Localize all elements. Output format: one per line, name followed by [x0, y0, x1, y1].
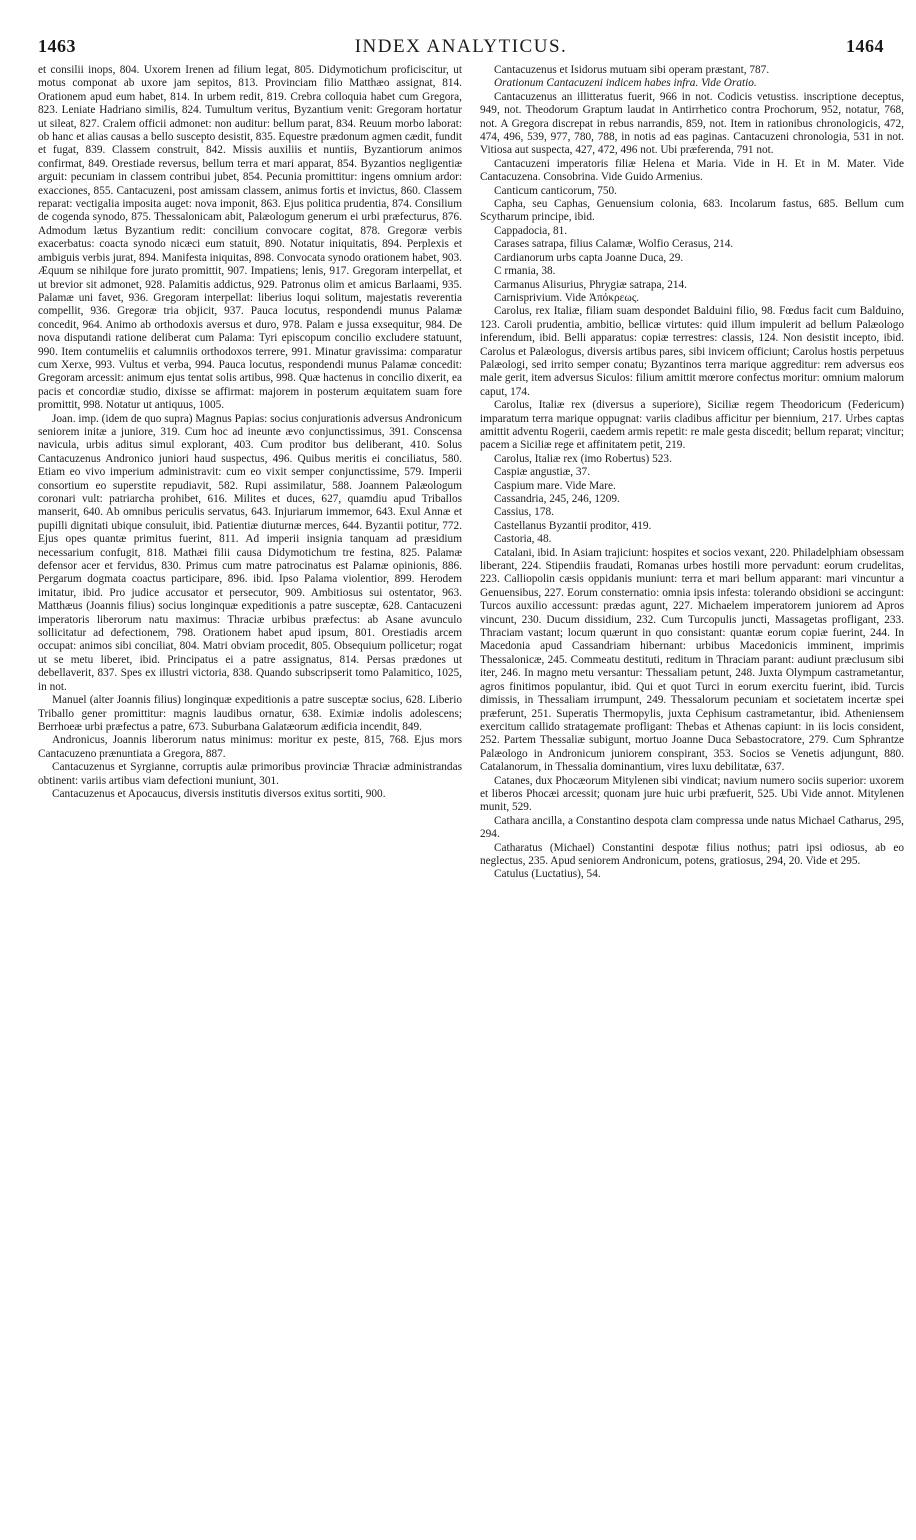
index-entry: Catulus (Luctatius), 54. [494, 868, 601, 881]
index-entry: Caspiæ angustiæ, 37. [494, 466, 591, 479]
index-entry: Carolus, rex Italiæ, filiam suam despondet Balduini filio, 98. Fœdus facit cum Balduino, 123. Caroli prudentia, ambitio, bellicæ virtutes: quid illum impulerit ad bellum Palæologo inferendum, ibid. Belli apparatus: copiæ terrestres: classis, 124. Non desistit incepto, ibid. Carolus et Palæologus, diversis artibus pares, sibi invicem officiunt; Carolus hostis perpetuus Palæologi, sed irrito semper conatu; Byzantinos terra marique aggreditur: rem adversus eos male gerit, item adversus Siculos: filium amittit mœrore confectus moritur: omnium malorum caput, 174. [480, 305, 904, 398]
index-entry: Carases satrapa, filius Calamæ, Wolfio Cerasus, 214. [494, 238, 734, 251]
index-entry: Carolus, Italiæ rex (diversus a superiore), Siciliæ regem Theodoricum (Federicum) imparatum terra marique oppugnat: variis cladibus afficitur per biennium, 217. Urbes captas amittit adventu Rogerii, caedem armis repetit: re male gesta discedit; bellum reparat; vincitur; pacem a Siciliæ rege et affinitatem petit, 219. [480, 399, 904, 452]
index-entry: Carmanus Alisurius, Phrygiæ satrapa, 214. [494, 278, 687, 291]
right-column [480, 64, 904, 1504]
index-entry: Cathara ancilla, a Constantino despota clam compressa unde natus Michael Catharus, 295, 294. [480, 814, 904, 841]
index-entry: Cassandria, 245, 246, 1209. [494, 493, 620, 505]
index-entry: Castellanus Byzantii proditor, 419. [494, 519, 652, 532]
index-entry: Caspium mare. Vide Mare. [494, 479, 616, 492]
index-entry: Orationum Cantacuzeni indicem habes infra. Vide Oratio. [494, 77, 757, 90]
index-entry: Catalani, ibid. In Asiam trajiciunt: hospites et socios vexant, 220. Philadelphiam obsessam liberant, 224. Stipendiis fraudati, Romanas urbes hostili more pervadunt: eorum crudelitas, 223. Calliopolin cæsis oppidanis muniunt: terra et mari bellum apparant: mari vincuntur a Genuensibus, 227. Eorum consternatio: omnia ipsis infesta: tolerando obsidioni se accingunt: Turcos auxilio accessunt: prædas agunt, 227. Michaelem imperatorem juniorem ad Apros vincunt, 230. Ducum dissidium, 232. Cum Turcopulis juncti, Massagetas profligant, 233. Thraciam vastant; locum quærunt in quo consistant: quantæ eorum copiæ fuerint, 244. In Macedonia apud Cassandriam hibernant: urbibus Macedonicis imminent, imprimis Thessalonicæ, 245. Commeatu destituti, reditum in Thraciam parant: audiunt præclusum sibi iter, 246. In magno metu versantur: Thessaliam petunt, 248. Juxta Olympum castrametantur, agros finitimos populantur, ibid. Qui et quot Turci in eorum exercitu fuerint, ibid. Turcis dimissis, in Thessaliam irrumpunt, 249. Thessalorum pecuniam et societatem incertæ spei præferunt, 251. Superatis Thermopylis, juxta Cephisum castrametantur, ibid. Atheniensem exercitum callido stratagemate profligant: Thebas et Athenas capiunt: in iis locis consident, 252. Partem Thessaliæ subigunt, mortuo Joanne Duca Sebastocratore, 279. Cum Sphrantze Palæologo in Andronicum juniorem conspirant, 353. Socios se Venetis adjungunt, 880. Catalanorum, in Thessalia dominantium, vires luxu debilitatæ, 637. [480, 546, 904, 774]
index-entry: Canticum canticorum, 750. [494, 184, 617, 197]
index-entry: Cappadocia, 81. [494, 224, 568, 237]
index-entry: Castoria, 48. [494, 533, 552, 546]
index-entry: Cantacuzenus an illitteratus fuerit, 966 in not. Codicis vetustiss. inscriptione deceptus, 949, not. Theodorum Graptum laudat in Antirrhetico contra Prochorum, 952, notatur, 768, not. A Gregora discrepat in rebus narrandis, 859, not. Item in rationibus chronologicis, 472, 474, 496, 539, 977, 780, 788, in notis ad eas paginas. Cantacuzeni chronologia, 531 in not. Vitiosa aut suspecta, 427, 472, 496 not. Ubi præferenda, 791 not. [480, 90, 904, 157]
index-entry: Cardianorum urbs capta Joanne Duca, 29. [494, 251, 684, 264]
index-entry: Cantacuzenus et Apocaucus, diversis institutis diversos exitus sortiti, 900. [52, 787, 386, 800]
page-number-left: 1463 [38, 36, 76, 56]
index-entry: Catanes, dux Phocæorum Mitylenen sibi vindicat; navium numero sociis superior: uxorem et liberos Phocæi arcessit; quonam jure huic urbi præfuerit, 525. Ubi Vide annot. Mitylenen munit, 529. [480, 774, 904, 814]
left-column [38, 64, 462, 1504]
index-entry: C rmania, 38. [494, 265, 556, 278]
index-entry: Catharatus (Michael) Constantini despotæ filius nothus; patri ipsi odiosus, ab eo neglectus, 235. Apud seniorem Andronicum, potens, gratiosus, 294, 20. Vide et 295. [480, 841, 904, 867]
running-title: INDEX ANALYTICUS. [354, 36, 568, 57]
index-entry: Cantacuzenus et Isidorus mutuam sibi operam præstant, 787. [494, 64, 770, 76]
page-header [38, 36, 884, 60]
index-entry: Carolus, Italiæ rex (imo Robertus) 523. [494, 452, 672, 465]
index-entry: Cantacuzenus et Syrgianne, corruptis aulæ primoribus provinciæ Thraciæ administrandas obtinent: variis artibus viam defectioni muniunt, 301. [38, 761, 462, 787]
page-number-right: 1464 [846, 36, 884, 56]
index-entry: et consilii inops, 804. Uxorem Irenen ad filium legat, 805. Didymotichum proficiscitur, ut motus componat ab uxore jam sepitos, 813. Provinciam filio Matthæo assignat, 814. Orationem apud eum habet, 814. In urbem redit, 819. Crebra colloquia habet cum Gregora, 823. Leniate Hadriano similis, 824. Tumultum veritus, Byzantium venit: Gregoram hortatur ut sileat, 827. Cralem officii admonet: non auditur: bellum parat, 834. Reuum morbo laborat: ob hanc et alias causas a bello suscepto desistit, 835. Equestre prædonum agmen cædit, fundit et fugat, 839. Classem construit, 842. Missis auxiliis et nuntiis, Byzantiorum animos confirmat, 849. Orestiade reversus, bellum terra et mari apparat, 854. Byzantios negligentiæ arguit: pecuniam in classem contribui jubet, 854. Pecunia promittitur: ingens omnium ardor: exacciones, 855. Cantacuzeni, post amissam classem, animus fortis et invictus, 860. Classem reparat: vectigalia imposita auget: nova imponit, 863. Ejus politica prudentia, 874. Consilium de cogenda synodo, 875. Thessalonicam abit, Palæologum generum ei urbi præfecturus, 876. Admodum lætus Byzantium redit: concilium convocare cogitat, 878. Gregoræ verbis exacerbatus: coacta synodo nicæci eum statuit, 890. Notatur iniquitatis, 894. Perplexis et ambiguis verbis jurat, 894. Manifesta iniquitas, 898. Convocata synodo orationem habet, 903. Æquum se nihilque fore jurato promittit, 907. Impatiens; lenis, 917. Gregoram interpellat, et ut brevior sit admonet, 928. Palamitis addictus, 929. Patronus olim et amicus Barlaami, 935. Palamæ uni favet, 936. Gregoram interpellat: liberius loqui solitum, majestatis reverentia compellit, 936. Gregoræ tria objicit, 937. Pauca locutus, respondendi munus Palamæ concedit, 964. Animo ab orthodoxis aversus et duro, 978. Palam e jussa exsequitur, 984. De nova disputandi ratione deliberat cum Palama: Tyri episcopum concilio excludere statuunt, 990. Item contumeliis et calumniis orthodoxos terrere, 991. Minatur gravissima: comparatur cum Xerxe, 993. Vultus et verba, 994. Pauca locutus, respondendi munus Palamæ concedit: Gregoram arcessit: animum ejus tentat solis artibus, 998. Quæ hactenus in concilio dixerit, ea pacis et concordiæ studio, dixisse se affirmat: majorem in posterum æquitatem suam fore promittit, 998. Notatur ut antiquus, 1005. [38, 64, 462, 412]
index-entry: Andronicus, Joannis liberorum natus minimus: moritur ex peste, 815, 768. Ejus mors Cantacuzeno prænuntiata a Gregora, 887. [38, 734, 462, 760]
index-entry: Joan. imp. (idem de quo supra) Magnus Papias: socius conjurationis adversus Andronicum seniorem initæ a juniore, 319. Cum hoc ad ineunte ævo conjunctissimus, 391. Conscensa navicula, urbis aditus simul explorant, 403. Cum proditor bus deliberant, 410. Solus Cantacuzenus Andronico juniori haud suspectus, 496. Quibus meritis ei conciliatus, 580. Etiam eo vivo imperium administravit: cum eo vixit semper conjunctissime, 579. Imperii consortium eo superstite repudiavit, 582. Rupi assimilatur, 588. Joannem Palæologum coronari vult: patriarcha prohibet, 616. Milites et duces, 627, quamdiu apud Triballos manserit, 640. Ab omnibus periculis servatus, 643. Injuriarum immemor, 643. Exul Annæ et pupilli dignitati ubique consuluit, ibid. Patientiæ diuturnæ merces, 644. Byzantii potitur, 772. Ejus opes quantæ primitus fuerint, 811. Ad imperii insignia tanquam ad præsidium necessarium confugit, 818. Mathæi filii causa Didymotichum tre festina, 825. Palamæ defensor acer et fervidus, 830. Primus cum matre patrocinatus est Palamæ opinionis, 886. Pergarum dogmata coactus participare, 896. ibid. Ipso Palama violentior, 899. Herodem imitatur, ibid. Pro judice accusator et persecutor, 909. Ambitiosus sui ostentator, 963. Matthæus (Joannis filius) socius longinquæ expeditionis a patre susceptæ, 628. Cantacuzeni imperatoris liberorum natu maximus: Thraciæ urbibus præfectus: ab Asane avunculo sollicitatur ad defectionem, 798. Orationem habet apud ipsum, 801. Orestiadis arcem occupat: animos sibi conciliat, 804. Matri obviam procedit, 805. Obsequium pollicetur; rogat ut se metu liberet, ibid. Principatus ei a patre assignatus, 814. Persas prædones ut debellaverit, 837. Spes ex illustri victoria, 838. Quando subscripserit tomo Palamitico, 1025, in not. [38, 412, 462, 693]
index-entry: Cassius, 178. [494, 506, 554, 519]
index-entry: Cantacuzeni imperatoris filiæ Helena et Maria. Vide in H. Et in M. Mater. Vide Cantacuzena. Consobrina. Vide Guido Armenius. [480, 157, 904, 184]
index-entry: Capha, seu Caphas, Genuensium colonia, 683. Incolarum fastus, 685. Bellum cum Scytharum principe, ibid. [480, 198, 904, 224]
index-entry: Manuel (alter Joannis filius) longinquæ expeditionis a patre susceptæ socius, 628. Liberio Triballo gener promittitur: magnis laudibus ornatur, 638. Eximiæ indolis adolescens; Berrhoeæ urbi præfectus a patre, 673. Suburbana Galatæorum ædificia incendit, 849. [38, 694, 462, 733]
index-entry: Carnisprivium. Vide Ἀπόκρεως. [494, 291, 640, 304]
